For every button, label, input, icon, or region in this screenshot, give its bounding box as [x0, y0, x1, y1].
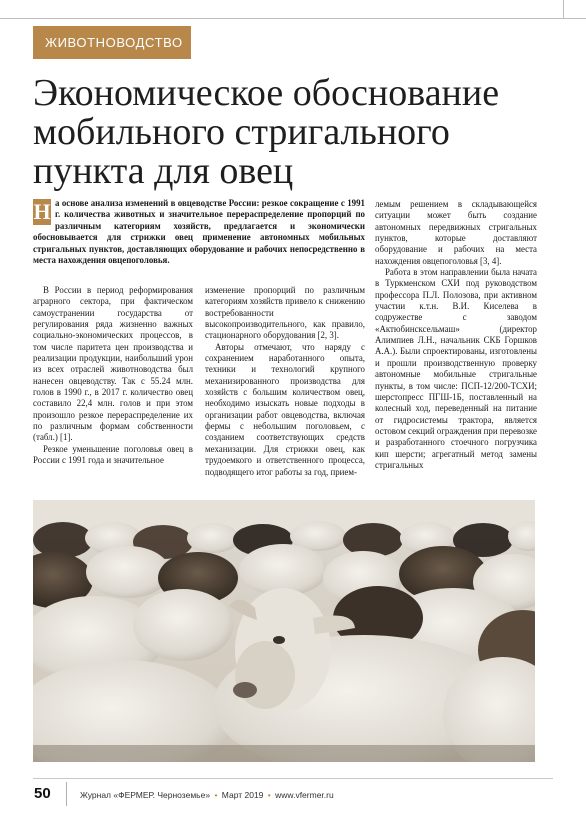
drop-cap: Н [33, 199, 51, 224]
article-title [33, 74, 563, 191]
footer-separator: • [214, 790, 218, 800]
text-column-2 [205, 285, 365, 478]
paragraph: Резкое уменьшение поголовья овец в России с 1991 года и значительное [33, 443, 193, 466]
sheep-flock-photo [33, 500, 535, 762]
sheep-flock-illustration [33, 500, 535, 762]
top-rule [0, 18, 586, 19]
title-line: Экономическое обоснование [33, 72, 500, 114]
section-label-text: ЖИВОТНОВОДСТВО [45, 35, 183, 50]
title-line: мобильного стригального [33, 111, 450, 153]
right-rule [563, 0, 564, 18]
paragraph: В России в период реформирования аграрного сектора, при фактическом самоустранении государства от регулирования ряда жизненно важных социально-экономических процессов, в том числе паритета цен производства и реализации продукции, наибольший урон из всех отраслей животноводства был нанесен овцеводству. Так с 55.24 млн. голов в 1990 г., в 2017 г. количество овец составило 22,4 млн. голов и при этом произошло резкое перераспределение их по различным формам собственности (табл.) [1]. [33, 285, 193, 443]
text-column-1 [33, 285, 193, 467]
lead-text: а основе анализа изменений в овцеводстве России: резкое сокращение с 1991 г. количества животных и значительное перераспределение пропорций по различным категориям хозяйств, предлагается и экономически обосновывается для стрижки овец применение автономных мобильных стригальных пунктов, доставляющих оборудование и рабочих непосредственно в места нахождения овцепоголовья. [33, 198, 365, 266]
paragraph: изменение пропорций по различным категориям хозяйств привело к снижению востребованности высокопроизводительного, как правило, стационарного оборудования [2, 3]. [205, 285, 365, 341]
paragraph: Работа в этом направлении была начата в Туркменском СХИ под руководством профессора П.Л. Полозова, при активном участии к.т.н. В.И. Киселева в содружестве с заводом «Актюбинсксельмаш» (директор Алимпиев Л.Н., начальник СКБ Горшков А.А.). Были спроектированы, изготовлены и прошли производственную проверку автономные мобильные стригальные пункты, в том числе: ПСП-12/200-ТСХИ; шерстопресс ПГШ-1Б, поставленный на колесный ход, переведенный на питание от гидросистемы трактора, является остовом секций ограждения при перевозке и разработанного стоечного погрузчика кип шерсти; агрегатный метод замены стригальных [375, 267, 537, 470]
page-number: 50 [34, 785, 51, 802]
paragraph: Авторы отмечают, что наряду с сохранением наработанного опыта, техники и технологий крупного механизированного производства для хозяйств с большим количеством овец, необходимо изыскать новые подходы в организации работ овцеводства, включая фермы с небольшим поголовьем, с созданием соответствующих средств механизации. Для стрижки овец, как трудоемкого и ответственного процесса, подводящего итог работы за год, прием- [205, 341, 365, 477]
text-column-3 [375, 199, 537, 471]
footer-separator: • [267, 790, 271, 800]
issue-date: Март 2019 [221, 790, 264, 800]
section-label [33, 26, 191, 59]
footer-rule [33, 778, 553, 779]
article-lead [33, 198, 365, 266]
journal-name: Журнал «ФЕРМЕР. Черноземье» [80, 790, 211, 800]
page-number-divider [66, 782, 67, 806]
paragraph: лемым решением в складывающейся ситуации может быть создание автономных передвижных стригальных пунктов, которые доставляют оборудование и рабочих на места нахождения овцепоголовья [3, 4]. [375, 199, 537, 266]
website-link[interactable]: www.vfermer.ru [275, 790, 334, 800]
title-line: пункта для овец [33, 150, 294, 192]
footer-credits [80, 790, 334, 800]
